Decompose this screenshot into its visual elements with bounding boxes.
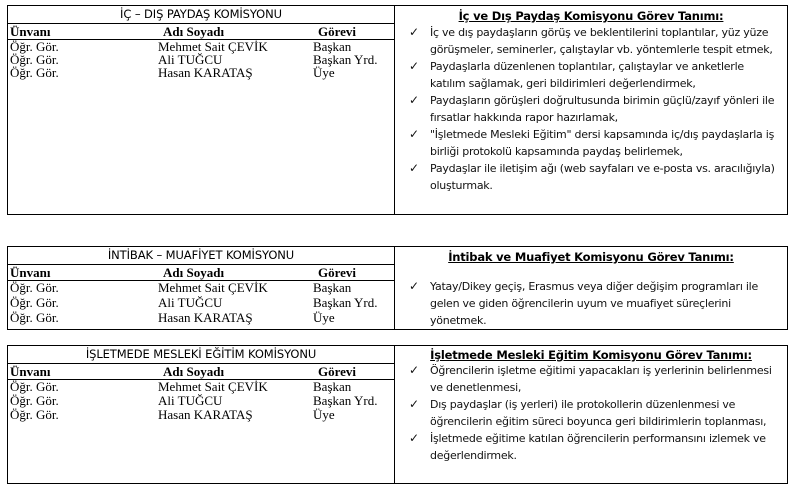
member-title: Öğr. Gör. — [10, 280, 59, 295]
checkmark-icon: ✓ — [409, 363, 419, 377]
header-role: Görevi — [318, 364, 357, 379]
duty-text: Yatay/Dikey geçiş, Erasmus veya diğer değişim programları ile gelen ve giden öğrencilerin uyum ve muafiyet süreçlerini yönetmek. — [430, 280, 759, 327]
committee-table — [7, 345, 788, 484]
member-title: Öğr. Gör. — [10, 39, 59, 54]
member-name: Mehmet Sait ÇEVİK — [158, 39, 268, 54]
member-row — [8, 281, 394, 295]
member-title: Öğr. Gör. — [10, 295, 59, 310]
checkmark-icon: ✓ — [409, 161, 419, 175]
duty-title: İç ve Dış Paydaş Komisyonu Görev Tanımı: — [458, 9, 724, 23]
duty-panel — [395, 346, 787, 483]
duty-panel — [395, 247, 787, 329]
member-role: Başkan Yrd. — [313, 393, 378, 408]
committee-title: İŞLETMEDE MESLEKİ EĞİTİM KOMİSYONU — [8, 346, 394, 364]
duty-text: Öğrencilerin işletme eğitimi yapacakları iş yerlerinin belirlenmesi ve denetlenmesi, — [430, 364, 772, 394]
member-name: Hasan KARATAŞ — [158, 310, 253, 325]
checkmark-icon: ✓ — [409, 59, 419, 73]
member-name: Ali TUĞCU — [158, 295, 223, 310]
member-title: Öğr. Gör. — [10, 379, 59, 394]
checkmark-icon: ✓ — [409, 93, 419, 107]
duty-item — [395, 160, 787, 194]
member-panel — [8, 6, 395, 214]
header-name: Adı Soyadı — [163, 265, 225, 280]
member-header-row — [8, 364, 394, 380]
committee-title: İÇ – DIŞ PAYDAŞ KOMİSYONU — [8, 6, 394, 24]
duty-title: İntibak ve Muafiyet Komisyonu Görev Tanımı: — [448, 250, 734, 264]
member-title: Öğr. Gör. — [10, 407, 59, 422]
member-title: Öğr. Gör. — [10, 310, 59, 325]
duty-text: Paydaşların görüşleri doğrultusunda birimin güçlü/zayıf yönleri ile fırsatlar hakkında rapor hazırlamak, — [430, 94, 775, 124]
member-role: Başkan Yrd. — [313, 295, 378, 310]
header-name: Adı Soyadı — [163, 364, 225, 379]
duty-text: Paydaşlar ile iletişim ağı (web sayfaları ve e-posta vs. aracılığıyla) oluşturmak. — [430, 162, 775, 192]
member-name: Hasan KARATAŞ — [158, 65, 253, 80]
header-role: Görevi — [318, 24, 357, 39]
member-panel — [8, 247, 395, 329]
header-title: Ünvanı — [10, 364, 51, 379]
checkmark-icon: ✓ — [409, 431, 419, 445]
duty-text: Dış paydaşlar (iş yerleri) ile protokollerin düzenlenmesi ve öğrencilerin eğitim süreci boyunca geri bildirimlerin toplanması, — [430, 398, 767, 428]
duty-text: "İşletmede Mesleki Eğitim" dersi kapsamında iç/dış paydaşlarla iş birliği protokolü kapsamında paydaş belirlemek, — [430, 128, 775, 158]
member-role: Başkan — [313, 379, 352, 394]
duty-item — [395, 396, 787, 430]
duty-list — [395, 24, 787, 194]
member-header-row — [8, 265, 394, 281]
checkmark-icon: ✓ — [409, 127, 419, 141]
checkmark-icon: ✓ — [409, 279, 419, 293]
member-role: Üye — [313, 65, 335, 80]
duty-title: İşletmede Mesleki Eğitim Komisyonu Görev Tanımı: — [430, 348, 752, 362]
member-name: Ali TUĞCU — [158, 393, 223, 408]
member-panel — [8, 346, 395, 483]
duty-item — [395, 24, 787, 58]
committee-title: İNTİBAK – MUAFİYET KOMİSYONU — [8, 247, 394, 265]
member-row — [8, 408, 394, 422]
member-row — [8, 66, 394, 79]
member-name: Mehmet Sait ÇEVİK — [158, 280, 268, 295]
duty-item — [395, 92, 787, 126]
member-title: Öğr. Gör. — [10, 65, 59, 80]
checkmark-icon: ✓ — [409, 397, 419, 411]
member-role: Başkan — [313, 280, 352, 295]
member-name: Mehmet Sait ÇEVİK — [158, 379, 268, 394]
header-name: Adı Soyadı — [163, 24, 225, 39]
member-role: Üye — [313, 310, 335, 325]
duty-item — [395, 278, 787, 329]
member-title: Öğr. Gör. — [10, 393, 59, 408]
member-title: Öğr. Gör. — [10, 52, 59, 67]
header-title: Ünvanı — [10, 24, 51, 39]
duty-text: İç ve dış paydaşların görüş ve beklentilerini toplantılar, yüz yüze görüşmeler, seminerler, çalıştaylar vb. yöntemlerle tespit etmek, — [430, 26, 773, 56]
committee-table — [7, 246, 788, 330]
header-title: Ünvanı — [10, 265, 51, 280]
duty-text: İşletmede eğitime katılan öğrencilerin performansını izlemek ve değerlendirmek. — [430, 432, 766, 462]
duty-panel — [395, 6, 787, 214]
member-header-row — [8, 24, 394, 40]
member-name: Ali TUĞCU — [158, 52, 223, 67]
member-row — [8, 295, 394, 310]
duty-item — [395, 430, 787, 464]
member-name: Hasan KARATAŞ — [158, 407, 253, 422]
member-role: Başkan Yrd. — [313, 52, 378, 67]
duty-item — [395, 362, 787, 396]
committee-table — [7, 5, 788, 215]
header-role: Görevi — [318, 265, 357, 280]
member-role: Başkan — [313, 39, 352, 54]
member-row — [8, 394, 394, 408]
duty-list — [395, 278, 787, 329]
member-row — [8, 310, 394, 325]
duty-item — [395, 58, 787, 92]
duty-list — [395, 362, 787, 464]
duty-item — [395, 126, 787, 160]
member-row — [8, 380, 394, 394]
checkmark-icon: ✓ — [409, 25, 419, 39]
duty-text: Paydaşlarla düzenlenen toplantılar, çalıştaylar ve anketlerle katılım sağlamak, geri bildirimleri değerlendirmek, — [430, 60, 744, 90]
member-role: Üye — [313, 407, 335, 422]
